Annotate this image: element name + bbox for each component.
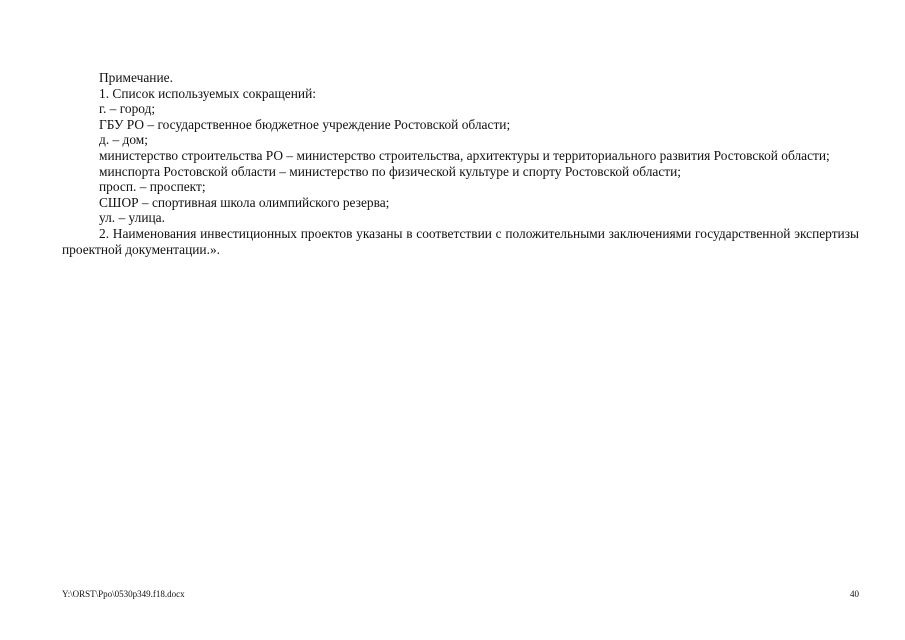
note-heading: Примечание. xyxy=(99,70,173,85)
abbreviation-item: г. – город; xyxy=(99,101,156,117)
abbreviation-item: ул. – улица. xyxy=(99,210,165,226)
abbreviation-item: минспорта Ростовской области – министерство по физической культуре и спорту Ростовской области; xyxy=(99,163,682,179)
footer-file-path: Y:\ORST\Ppo\0530p349.f18.docx xyxy=(62,589,185,599)
abbreviations-heading: 1. Список используемых сокращений: xyxy=(99,85,316,101)
page-number: 40 xyxy=(850,589,859,599)
abbreviation-item: ГБУ РО – государственное бюджетное учреждение Ростовской области; xyxy=(99,116,511,132)
note-item-2: 2. Наименования инвестиционных проектов указаны в соответствии с положительными заключениями государственной экспертизы проектной документации.». xyxy=(62,225,859,257)
abbreviation-item: просп. – проспект; xyxy=(99,179,206,195)
document-page xyxy=(62,70,859,257)
abbreviation-item: д. – дом; xyxy=(99,132,148,148)
abbreviation-item: СШОР – спортивная школа олимпийского резерва; xyxy=(99,194,390,210)
abbreviation-item: министерство строительства РО – министерство строительства, архитектуры и территориального развития Ростовской области; xyxy=(99,147,830,163)
